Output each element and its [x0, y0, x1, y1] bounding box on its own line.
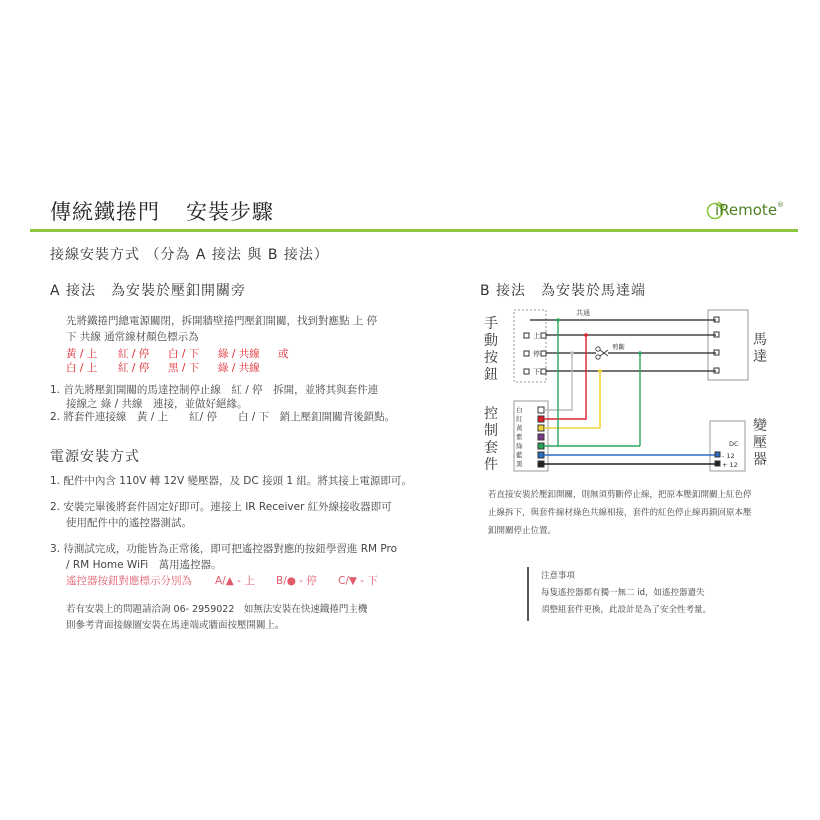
rect-shape: [715, 461, 720, 466]
cut-label: 剪斷: [612, 343, 625, 351]
circle-shape: [598, 369, 602, 373]
rect-shape: [524, 351, 529, 356]
dc-plus-label: + 12: [722, 461, 738, 469]
section-b-desc-1: 若直接安裝於壓釦開關，則無須剪斷停止線，把原本壓釦開關上紅色停: [488, 490, 752, 500]
section-b-desc-2: 止線拆下，與套件線材綠色共線相接，套件的紅色停止線再鎖回原本壓: [488, 508, 752, 518]
section-a-step-1-line-1: 1. 首先將壓釦開關的馬達控制停止線 紅 / 停 拆開，並將其與套件連: [50, 384, 379, 396]
circle-shape: [570, 351, 574, 355]
header-divider: [30, 229, 798, 232]
color-row-2-item-4: 綠 / 共線: [218, 362, 260, 374]
notes-title: 注意事項: [541, 571, 576, 581]
rect-shape: [538, 443, 544, 449]
section-a-intro-2: 下 共線 通常線材顏色標示為: [66, 331, 199, 343]
contact-line-1: 若有安裝上的問題請洽詢 06- 2959022 如無法安裝在快速鐵捲門主機: [66, 604, 368, 615]
page-title: [50, 196, 274, 226]
rect-shape: [524, 333, 529, 338]
kit-wire-white: [516, 405, 544, 414]
rect-shape: [524, 369, 529, 374]
label-transformer: 變壓器: [753, 418, 767, 468]
power-step-3-line-2: / RM Home WiFi 萬用遙控器。: [66, 559, 222, 571]
kit-wire-label-white: 白: [516, 406, 523, 414]
dc-label: DC: [729, 440, 739, 448]
remote-mapping-b: B/● - 停: [276, 575, 317, 587]
remote-mapping-a: A/▲ - 上: [215, 575, 255, 587]
button-row-down: [524, 368, 716, 376]
circle-shape: [638, 351, 642, 355]
button-label-down: 下: [533, 368, 540, 376]
button-label-up: 上: [533, 332, 540, 340]
rect-shape: [538, 416, 544, 422]
color-row-1-item-1: 黃 / 上: [66, 348, 98, 360]
kit-wire-label-black: 黑: [516, 460, 523, 468]
rect-shape: [541, 333, 546, 338]
color-row-2-item-2: 紅 / 停: [118, 362, 150, 374]
label-motor: 馬達: [753, 332, 767, 365]
circle-shape: [596, 347, 600, 351]
contact-line-2: 則參考背面接線圖安裝在馬達端或牆面按壓開關上。: [66, 620, 285, 631]
rect-shape: [715, 452, 720, 457]
wiring-subtitle: 接線安裝方式 （分為 A 接法 與 B 接法）: [50, 247, 329, 263]
color-row-1-item-3: 白 / 下: [168, 348, 200, 360]
button-label-stop: 停: [533, 350, 540, 358]
wire-red: [544, 335, 586, 419]
power-step-2-line-2: 使用配件中的遙控器測試。: [66, 517, 192, 529]
circle-shape: [596, 355, 600, 359]
section-a-step-1-line-2: 接線之 綠 / 共線 連接，並做好絕緣。: [66, 398, 248, 410]
logo-text: [715, 201, 784, 219]
color-row-2-item-3: 黑 / 下: [168, 362, 200, 374]
rect-shape: [538, 425, 544, 431]
common-line-label: 共通: [576, 309, 590, 317]
kit-wire-label-purple: 紫: [516, 433, 523, 441]
power-heading: 電源安裝方式: [50, 449, 140, 465]
remote-mapping-label: 遙控器按鈕對應標示分別為: [66, 575, 192, 587]
section-a-step-2: 2. 將套件連接線 黃 / 上 紅/ 停 白 / 下 銷上壓釦開關背後鎖點。: [50, 411, 396, 423]
rect-shape: [538, 452, 544, 458]
rect-shape: [538, 407, 544, 413]
notes-line-2: 須整組套件更換，此設計是為了安全性考量。: [541, 605, 712, 615]
logo-registered-mark: ®: [777, 201, 785, 209]
kit-wire-black: [516, 459, 544, 468]
kit-wire-green: [516, 441, 544, 450]
remote-mapping-c: C/▼ - 下: [338, 575, 378, 587]
logo-wordmark: iRemote: [715, 201, 778, 219]
notes-line-1: 每隻遙控器都有獨一無二 id，如遙控器遺失: [541, 588, 705, 598]
power-step-2-line-1: 2. 安裝完畢後將套件固定好即可。連接上 IR Receiver 紅外線接收器即可: [50, 501, 392, 513]
kit-wire-label-blue: 藍: [516, 451, 523, 459]
kit-wire-label-yellow: 黃: [516, 424, 523, 432]
dc-minus-label: - 12: [722, 452, 735, 460]
button-row-up: [524, 331, 716, 340]
scissors-icon: [596, 347, 608, 359]
color-row-1-item-2: 紅 / 停: [118, 348, 150, 360]
notes-divider: [527, 567, 529, 621]
section-b-desc-3: 釦開關停止位置。: [488, 526, 557, 536]
section-a-intro-1: 先將鐵捲門總電源關閉，拆開牆壁捲門壓釦開關，找到對應點 上 停: [66, 315, 378, 327]
power-step-3-line-1: 3. 待測試完成，功能皆為正常後，即可把遙控器對應的按鈕學習進 RM Pro: [50, 543, 398, 555]
color-row-1-item-5: 或: [278, 348, 289, 360]
wiring-diagram: [500, 303, 800, 478]
kit-wire-label-red: 紅: [516, 415, 523, 423]
rect-shape: [538, 434, 544, 440]
power-step-1: 1. 配件中內含 110V 轉 12V 變壓器，及 DC 接頭 1 組。將其接上電源即可。: [50, 475, 412, 487]
color-row-1-item-4: 綠 / 共線: [218, 348, 260, 360]
rect-shape: [541, 351, 546, 356]
circle-shape: [556, 318, 560, 322]
color-row-2-item-1: 白 / 上: [66, 362, 98, 374]
kit-wire-label-green: 綠: [516, 442, 523, 450]
label-control-kit: 控制套件: [484, 406, 498, 473]
title-main: 傳統鐵捲門: [50, 200, 160, 224]
label-manual-button: 手動按鈕: [484, 316, 498, 383]
rect-shape: [541, 369, 546, 374]
section-a-heading: A 接法 為安裝於壓釦開關旁: [50, 283, 247, 299]
circle-shape: [584, 333, 588, 337]
section-b-heading: B 接法 為安裝於馬達端: [480, 283, 647, 299]
kit-wire-purple: [516, 432, 544, 441]
title-sub: 安裝步驟: [186, 200, 274, 224]
kit-wire-red: [516, 414, 544, 423]
kit-wire-yellow: [516, 423, 544, 432]
kit-wire-blue: [516, 450, 544, 459]
rect-shape: [538, 461, 544, 467]
